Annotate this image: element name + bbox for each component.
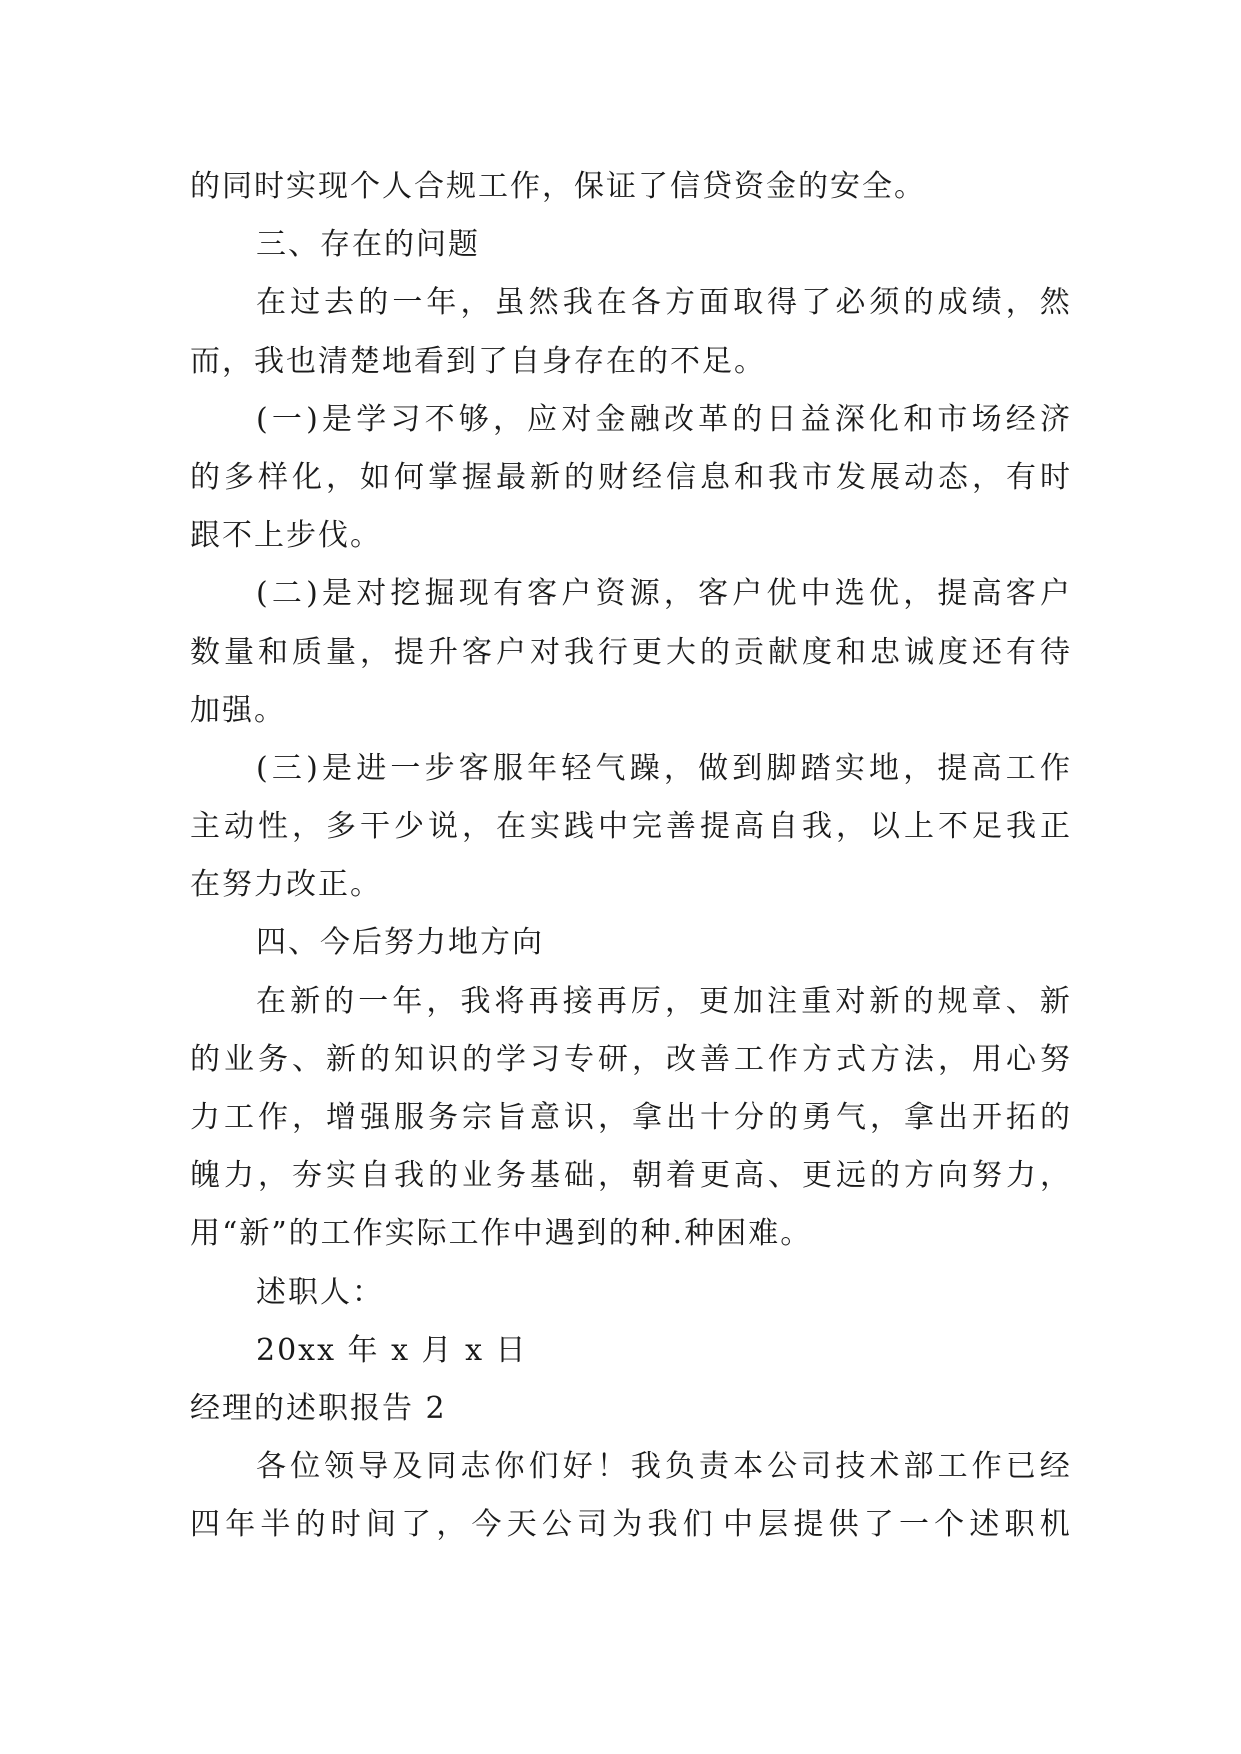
text-line: 各 位 领 导 及 同 志 你 们 好 ！ 我 负 责 本 公 司 技 术 部 工 作 已 经 (256, 1449, 1070, 1485)
text-line: 在努力改正。 (190, 867, 382, 903)
text-line: 数 量 和 质 量 ， 提 升 客 户 对 我 行 更 大 的 贡 献 度 和 忠 诚 度 还 有 待 (190, 634, 1070, 670)
text-line: ( 一 ) 是 学 习 不 够 ， 应 对 金 融 改 革 的 日 益 深 化 和 市 场 经 济 (256, 401, 1070, 437)
text-line: 的 业 务 、 新 的 知 识 的 学 习 专 研 ， 改 善 工 作 方 式 方 法 ， 用 心 努 (190, 1041, 1070, 1077)
text-line: 主 动 性 ， 多 干 少 说 ， 在 实 践 中 完 善 提 高 自 我 ， 以 上 不 足 我 正 (190, 809, 1070, 845)
text-line: 在 新 的 一 年 ， 我 将 再 接 再 厉 ， 更 加 注 重 对 新 的 规 章 、 新 (256, 983, 1070, 1019)
text-line: 跟不上步伐。 (190, 518, 382, 554)
text-line: 的 多 样 化 ， 如 何 掌 握 最 新 的 财 经 信 息 和 我 市 发 展 动 态 ， 有 时 (190, 459, 1070, 495)
text-line: 力 工 作 ， 增 强 服 务 宗 旨 意 识 ， 拿 出 十 分 的 勇 气 ， 拿 出 开 拓 的 (190, 1100, 1070, 1135)
text-line: 20xx 年 x 月 x 日 (256, 1332, 528, 1368)
document-body (190, 158, 1070, 1555)
text-line: 四、今后努力地方向 (256, 925, 544, 961)
text-line: 述职人： (256, 1274, 384, 1310)
text-line: 加强。 (190, 692, 286, 728)
text-line: 而，我也清楚地看到了自身存在的不足。 (190, 343, 766, 379)
text-line: 四 年 半 的 时 间 了 ， 今 天 公 司 为 我 们 中 层 提 供 了 一 个 述 职 机 (190, 1507, 1070, 1543)
text-line: ( 二 ) 是 对 挖 掘 现 有 客 户 资 源 ， 客 户 优 中 选 优 ， 提 高 客 户 (256, 576, 1070, 612)
text-line: 的同时实现个人合规工作，保证了信贷资金的安全。 (190, 169, 926, 204)
text-line: 经理的述职报告 2 (190, 1390, 447, 1426)
text-line: 在 过 去 的 一 年 ， 虽 然 我 在 各 方 面 取 得 了 必 须 的 成 绩 ， 然 (256, 285, 1070, 321)
text-line: 魄 力 ， 夯 实 自 我 的 业 务 基 础 ， 朝 着 更 高 、 更 远 的 方 向 努 力 ， (190, 1158, 1070, 1194)
text-line: 用“新”的工作实际工作中遇到的种.种困难。 (190, 1216, 813, 1252)
text-line: ( 三 ) 是 进 一 步 客 服 年 轻 气 躁 ， 做 到 脚 踏 实 地 ， 提 高 工 作 (256, 750, 1070, 786)
text-line: 三、存在的问题 (256, 227, 480, 263)
